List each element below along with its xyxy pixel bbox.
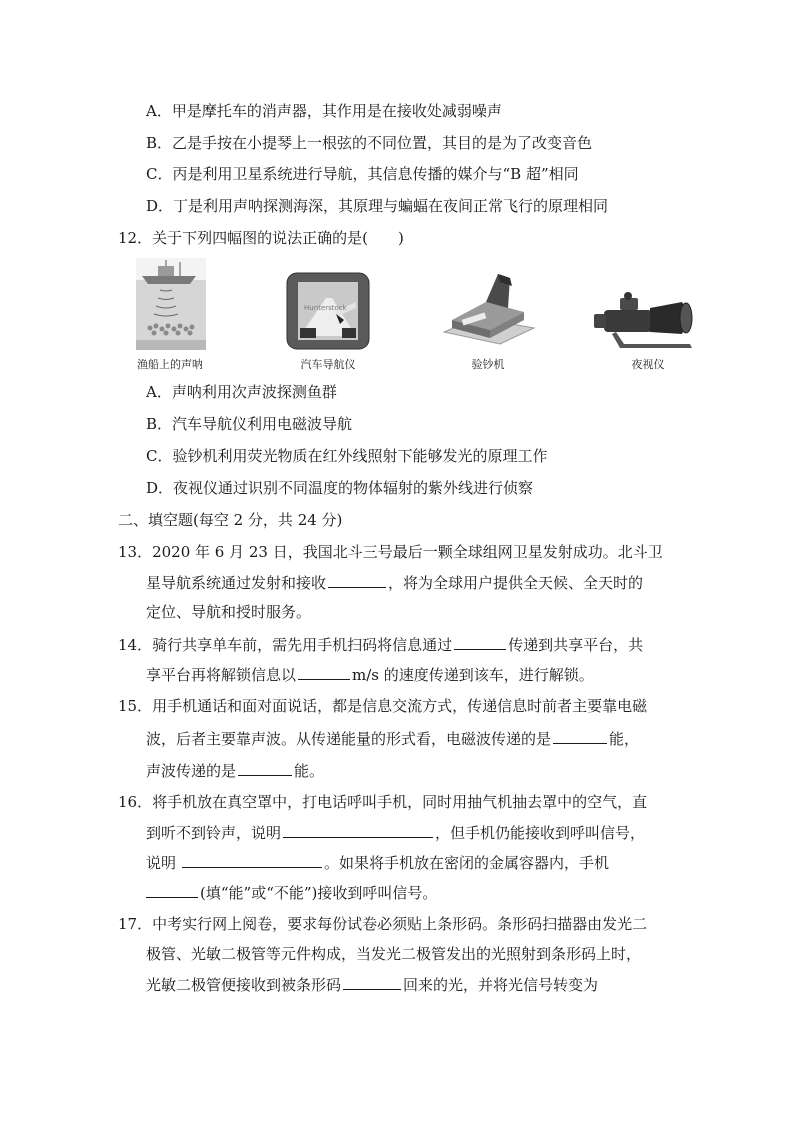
q11-option-a: A．甲是摩托车的消声器，其作用是在接收处减弱噪声 — [146, 102, 502, 120]
night-vision-icon — [594, 290, 698, 350]
q16-line-1: 16．将手机放在真空罩中，打电话呼叫手机，同时用抽气机抽去罩中的空气，直 — [118, 793, 648, 811]
answer-blank[interactable] — [182, 851, 322, 868]
q12-option-d: D．夜视仪通过识别不同温度的物体辐射的紫外线进行侦察 — [146, 479, 534, 497]
image-caption-navigator: 汽车导航仪 — [300, 358, 356, 371]
q17-line-1: 17．中考实行网上阅卷，要求每份试卷必须贴上条形码。条形码扫描器由发光二 — [118, 915, 648, 933]
answer-blank[interactable] — [238, 759, 292, 776]
q13-line-2: 星导航系统通过发射和接收 ，将为全球用户提供全天候、全天时的 — [146, 571, 643, 594]
q14-line-1: 14．骑行共享单车前，需先用手机扫码将信息通过 传递到共享平台，共 — [118, 633, 643, 656]
q11-option-b: B．乙是手按在小提琴上一根弦的不同位置，其目的是为了改变音色 — [146, 134, 593, 152]
q11-option-c: C．丙是利用卫星系统进行导航，其信息传播的媒介与“B 超”相同 — [146, 165, 579, 183]
q15-line-3: 声波传递的是 能。 — [146, 759, 324, 782]
q17-line-2: 极管、光敏二极管等元件构成，当发光二极管发出的光照射到条形码上时， — [146, 945, 642, 963]
q16-line-4: (填“能”或“不能”)接收到呼叫信号。 — [146, 881, 437, 904]
gps-navigator-icon — [286, 272, 370, 350]
answer-blank[interactable] — [298, 663, 350, 680]
answer-blank[interactable] — [283, 821, 433, 838]
money-detector-icon — [438, 272, 538, 348]
q13-line-1: 13．2020 年 6 月 23 日，我国北斗三号最后一颗全球组网卫星发射成功。北斗卫 — [118, 543, 663, 561]
answer-blank[interactable] — [553, 727, 607, 744]
section-heading: 二、填空题(每空 2 分，共 24 分) — [118, 511, 343, 529]
q12-option-b: B．汽车导航仪利用电磁波导航 — [146, 415, 353, 433]
q16-line-2: 到听不到铃声，说明 ，但手机仍能接收到呼叫信号， — [146, 821, 645, 844]
q14-line-2: 享平台再将解锁信息以 m/s 的速度传递到该车，进行解锁。 — [146, 663, 594, 686]
q16-line-3: 说明 。如果将手机放在密闭的金属容器内，手机 — [146, 851, 609, 874]
q12-stem: 12．关于下列四幅图的说法正确的是( ) — [118, 229, 404, 247]
q17-line-3: 光敏二极管便接收到被条形码 回来的光，并将光信号转变为 — [146, 973, 598, 996]
answer-blank[interactable] — [454, 633, 506, 650]
image-caption-night-vision: 夜视仪 — [631, 358, 665, 371]
q15-line-2: 波，后者主要靠声波。从传递能量的形式看，电磁波传递的是 能， — [146, 727, 639, 750]
answer-blank[interactable] — [343, 973, 401, 990]
image-caption-sonar: 渔船上的声呐 — [137, 358, 203, 371]
image-caption-money-detector: 验钞机 — [471, 358, 505, 371]
q13-line-3: 定位、导航和授时服务。 — [146, 603, 312, 621]
q11-option-d: D．丁是利用声呐探测海深，其原理与蝙蝠在夜间正常飞行的原理相同 — [146, 197, 609, 215]
answer-blank[interactable] — [328, 571, 386, 588]
answer-blank[interactable] — [146, 881, 198, 898]
q12-option-c: C．验钞机利用荧光物质在红外线照射下能够发光的原理工作 — [146, 447, 548, 465]
q15-line-1: 15．用手机通话和面对面说话，都是信息交流方式，传递信息时前者主要靠电磁 — [118, 697, 648, 715]
q12-option-a: A．声呐利用次声波探测鱼群 — [146, 383, 337, 401]
sonar-ship-icon — [136, 258, 206, 350]
navigator-screen-text: Hunterstock — [304, 304, 347, 312]
